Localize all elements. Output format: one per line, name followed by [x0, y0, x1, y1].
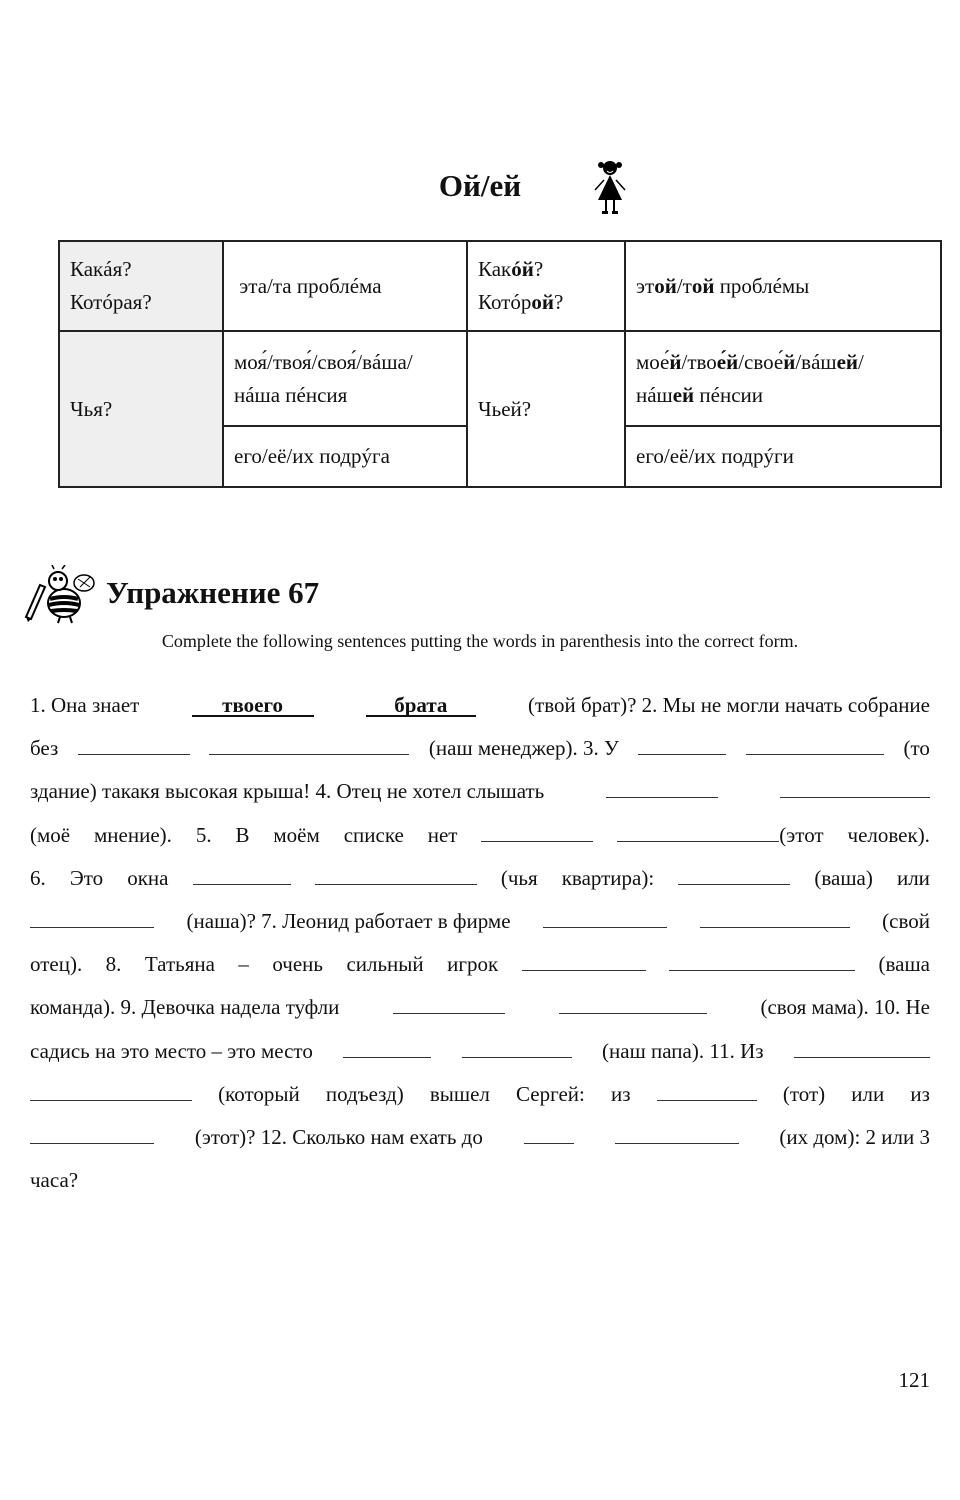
form-cell [625, 331, 941, 426]
text-fragment: (ваша [878, 952, 930, 977]
text-fragment: сильный [346, 952, 424, 977]
text-fragment: очень [272, 952, 323, 977]
ending-bold: ой [691, 273, 715, 298]
question-text: Котóрая? [70, 290, 152, 314]
form-text: /т [676, 273, 692, 298]
text-line [30, 693, 930, 736]
text-line [30, 736, 930, 779]
exercise-title: Упражнение 67 [106, 575, 320, 610]
table-row [59, 241, 941, 331]
answer-blank[interactable] [78, 738, 190, 755]
text-line [30, 779, 930, 822]
form-text: моя́/твоя́/своя́/вáша/ [234, 349, 413, 374]
answer-blank-filled[interactable]: брата [366, 695, 476, 717]
answer-blank[interactable] [617, 825, 779, 842]
text-fragment: (моё [30, 822, 71, 847]
text-fragment: 8. [105, 952, 122, 977]
text-fragment: из [611, 1081, 631, 1106]
answer-blank[interactable] [524, 1127, 574, 1144]
question-cell [467, 331, 625, 487]
answer-blank[interactable] [522, 954, 646, 971]
text-fragment: (то [903, 736, 930, 761]
text-fragment: садись на это место – это место [30, 1038, 313, 1063]
answer-blank[interactable] [393, 997, 505, 1014]
answer-blank[interactable] [30, 911, 154, 928]
text-fragment: (твой брат)? 2. Мы не могли начать собрание [528, 693, 930, 717]
text-line [30, 1125, 930, 1168]
ending-bold: й [783, 349, 796, 374]
text-fragment: (их дом): 2 или 3 [779, 1124, 930, 1149]
ending-bold: óй [511, 257, 534, 281]
answer-blank[interactable] [343, 1041, 431, 1058]
ending-bold: ой [531, 290, 554, 314]
text-fragment: без [30, 736, 59, 761]
form-cell [223, 331, 467, 426]
answer-blank[interactable] [30, 1084, 192, 1101]
form-text: нáша пéнсия [234, 382, 348, 407]
answer-blank[interactable] [700, 911, 850, 928]
ending-bold: ей [836, 349, 858, 374]
bee-with-pencil-icon [20, 565, 100, 625]
exercise-text [30, 693, 930, 1211]
text-line [30, 952, 930, 995]
form-cell [625, 241, 941, 331]
answer-blank[interactable] [794, 1041, 930, 1058]
ending-bold: ой [654, 273, 677, 298]
text-line [30, 1082, 930, 1125]
table-row [59, 331, 941, 426]
page-number: 121 [898, 1368, 930, 1392]
answer-blank[interactable] [606, 781, 718, 798]
answer-blank[interactable] [746, 738, 884, 755]
text-fragment: (тот) [782, 1081, 826, 1106]
text-fragment: здание) такакя высокая крыша! 4. Отец не хотел слышать [30, 779, 545, 804]
answer-blank[interactable] [615, 1127, 739, 1144]
text-line [30, 823, 930, 866]
section-title-text: Ой/ей [438, 168, 522, 203]
form-text: проблéмы [714, 273, 810, 298]
question-text: Какáя? [70, 257, 132, 281]
answer-blank[interactable] [543, 911, 667, 928]
question-text: Как [478, 257, 512, 281]
text-fragment: команда). 9. Девочка надела туфли [30, 995, 340, 1020]
form-text: нáш [636, 382, 673, 407]
text-fragment: вышел [429, 1081, 490, 1106]
answer-blank-filled[interactable]: твоего [192, 695, 314, 717]
question-cell [467, 241, 625, 331]
answer-blank[interactable] [209, 738, 409, 755]
grammar-table [58, 240, 942, 488]
ending-bold: е́й [716, 349, 739, 374]
answer-blank[interactable] [780, 781, 930, 798]
form-cell [223, 241, 467, 331]
form-cell [223, 426, 467, 487]
form-text: /тво [681, 349, 717, 374]
question-text: ? [553, 290, 564, 314]
text-line [30, 909, 930, 952]
question-text: Чьей? [478, 396, 532, 421]
form-text: его/её/их подрýги [636, 444, 794, 468]
question-text: Чья? [70, 396, 113, 421]
answer-blank[interactable] [481, 825, 593, 842]
text-fragment: подъезд) [325, 1081, 404, 1106]
text-fragment: Это [69, 865, 104, 890]
form-text: эт [636, 273, 655, 298]
answer-blank[interactable] [462, 1041, 572, 1058]
text-fragment: Татьяна [144, 952, 215, 977]
text-fragment: игрок [447, 952, 499, 977]
text-fragment: (этот [779, 822, 824, 847]
answer-blank[interactable] [30, 1127, 154, 1144]
text-fragment: (свой [882, 908, 930, 933]
answer-blank[interactable] [315, 868, 477, 885]
text-fragment: (чья [500, 865, 538, 890]
text-fragment: (этот)? 12. Сколько нам ехать до [194, 1124, 483, 1149]
answer-blank[interactable] [193, 868, 291, 885]
text-fragment: отец). [30, 952, 83, 977]
answer-blank[interactable] [678, 868, 790, 885]
text-fragment: нет [427, 822, 458, 847]
ending-bold: ей [672, 382, 695, 407]
question-text: Котóр [478, 290, 532, 314]
text-fragment: окна [127, 865, 169, 890]
text-fragment: квартира): [561, 865, 655, 890]
text-fragment: 5. [195, 822, 212, 847]
text-fragment: В [235, 822, 250, 847]
form-text: мое́ [636, 349, 670, 374]
answer-blank[interactable] [669, 954, 855, 971]
text-fragment: списке [343, 822, 404, 847]
form-text: /вáш [795, 349, 837, 374]
form-text: /свое́ [738, 349, 784, 374]
form-cell [625, 426, 941, 487]
answer-blank[interactable] [657, 1084, 757, 1101]
text-fragment: или [851, 1081, 885, 1106]
text-line [30, 1168, 930, 1211]
text-fragment: (своя мама). 10. Не [760, 995, 930, 1020]
text-fragment: – [238, 952, 249, 977]
answer-blank[interactable] [559, 997, 707, 1014]
form-text: эта/та проблéма [239, 273, 382, 298]
question-cell [59, 331, 223, 487]
answer-blank[interactable] [638, 738, 726, 755]
text-fragment: (ваша) [814, 865, 873, 890]
text-fragment: (который [218, 1081, 300, 1106]
text-fragment: мнение). [94, 822, 172, 847]
form-text: / [858, 349, 864, 374]
text-fragment: моём [273, 822, 320, 847]
exercise-instructions: Complete the following sentences putting the words in parenthesis into the correct form. [161, 631, 799, 651]
text-fragment: человек). [847, 822, 930, 847]
text-line [30, 1039, 930, 1082]
text-fragment: (наш менеджер). 3. У [428, 736, 619, 761]
text-fragment: из [910, 1081, 930, 1106]
text-fragment: 1. Она знает [30, 693, 140, 717]
text-fragment: часа? [30, 1168, 79, 1193]
text-line [30, 995, 930, 1038]
form-text: пéнсии [694, 382, 764, 407]
question-cell [59, 241, 223, 331]
text-fragment: (наш папа). 11. Из [602, 1038, 764, 1063]
text-fragment: Сергей: [516, 1081, 585, 1106]
question-text: ? [533, 257, 544, 281]
ending-bold: й [669, 349, 682, 374]
text-line [30, 866, 930, 909]
text-fragment: или [896, 865, 930, 890]
section-title [0, 168, 960, 204]
girl-figure-icon [590, 158, 630, 218]
text-fragment: (наша)? 7. Леонид работает в фирме [186, 908, 511, 933]
text-fragment: 6. [30, 865, 46, 890]
form-text: его/её/их подрýга [234, 444, 390, 468]
